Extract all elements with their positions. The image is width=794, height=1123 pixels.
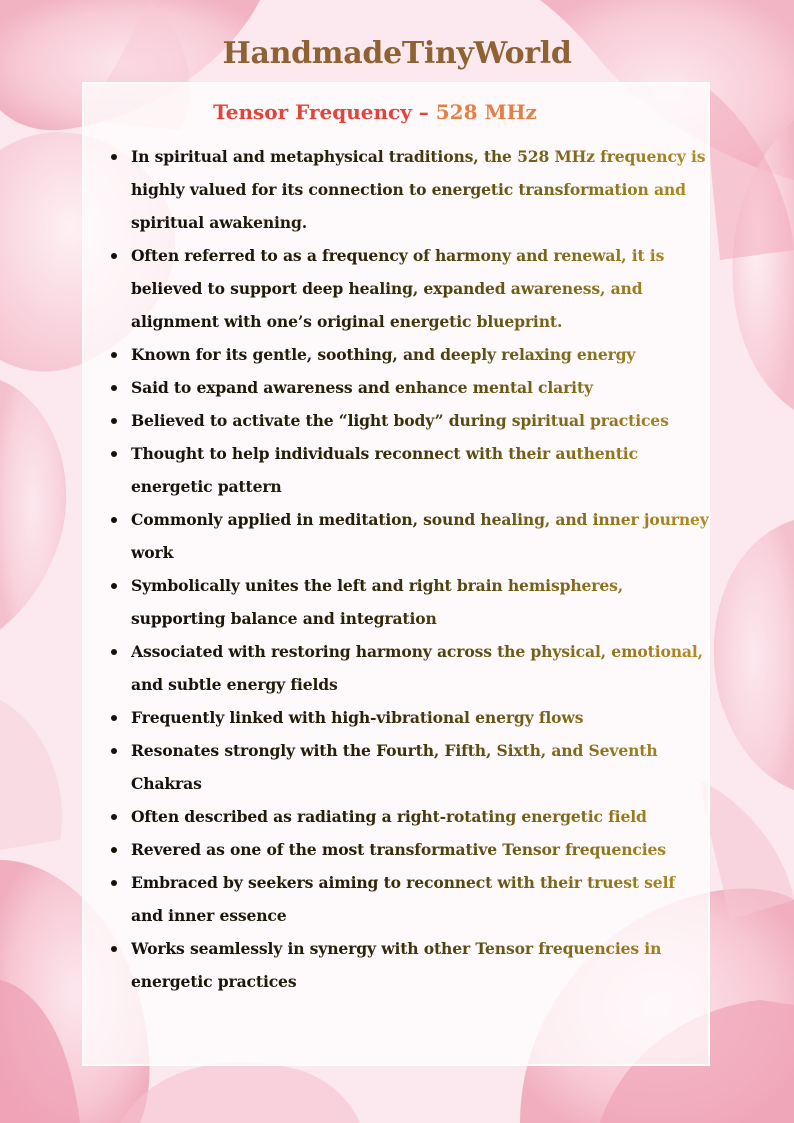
list-item [131,800,709,833]
list-item [131,404,709,437]
list-item [131,734,709,800]
list-item-text: Embraced by seekers aiming to reconnect with their truest self and inner essence [131,873,675,925]
list-item [131,569,709,635]
bullet-icon [111,715,117,721]
list-item [131,866,709,932]
list-item-text: Believed to activate the “light body” during spiritual practices [131,411,669,430]
title-frequency: 528 MHz [435,100,537,124]
list-item-text: Often described as radiating a right-rotating energetic field [131,807,647,826]
list-item-text: Works seamlessly in synergy with other Tensor frequencies in energetic practices [131,939,662,991]
bullet-icon [111,418,117,424]
list-item-text: Thought to help individuals reconnect with their authentic energetic pattern [131,444,638,496]
list-item [131,140,709,239]
bullet-icon [111,352,117,358]
bullet-icon [111,946,117,952]
list-item-text: Associated with restoring harmony across the physical, emotional, and subtle energy fields [131,642,703,694]
bullet-icon [111,253,117,259]
bullet-icon [111,517,117,523]
list-item [131,338,709,371]
list-item [131,932,709,998]
list-item-text: Revered as one of the most transformative Tensor frequencies [131,840,666,859]
list-item [131,503,709,569]
page-title [0,100,750,124]
frequency-benefits-list [131,140,709,998]
bullet-icon [111,847,117,853]
bullet-icon [111,814,117,820]
list-item-text: Symbolically unites the left and right brain hemispheres, supporting balance and integration [131,576,624,628]
bullet-icon [111,451,117,457]
list-item-text: Said to expand awareness and enhance mental clarity [131,378,593,397]
brand-title: HandmadeTinyWorld [222,36,572,71]
list-item [131,437,709,503]
list-item-text: Frequently linked with high-vibrational energy flows [131,708,584,727]
list-item [131,371,709,404]
list-item-text: Resonates strongly with the Fourth, Fifth, Sixth, and Seventh Chakras [131,741,658,793]
list-item [131,833,709,866]
bullet-icon [111,385,117,391]
list-item [131,635,709,701]
bullet-icon [111,748,117,754]
list-item-text: Commonly applied in meditation, sound healing, and inner journey work [131,510,709,562]
list-item [131,701,709,734]
list-item [131,239,709,338]
bullet-icon [111,880,117,886]
list-item-text: In spiritual and metaphysical traditions, the 528 MHz frequency is highly valued for its connection to energetic transformation and spiritual awakening. [131,147,706,232]
bullet-icon [111,649,117,655]
list-item-text: Often referred to as a frequency of harmony and renewal, it is believed to support deep healing, expanded awareness, and alignment with one’s original energetic blueprint. [131,246,665,331]
title-main: Tensor Frequency – [213,100,436,124]
list-item-text: Known for its gentle, soothing, and deeply relaxing energy [131,345,636,364]
bullet-icon [111,583,117,589]
bullet-icon [111,154,117,160]
